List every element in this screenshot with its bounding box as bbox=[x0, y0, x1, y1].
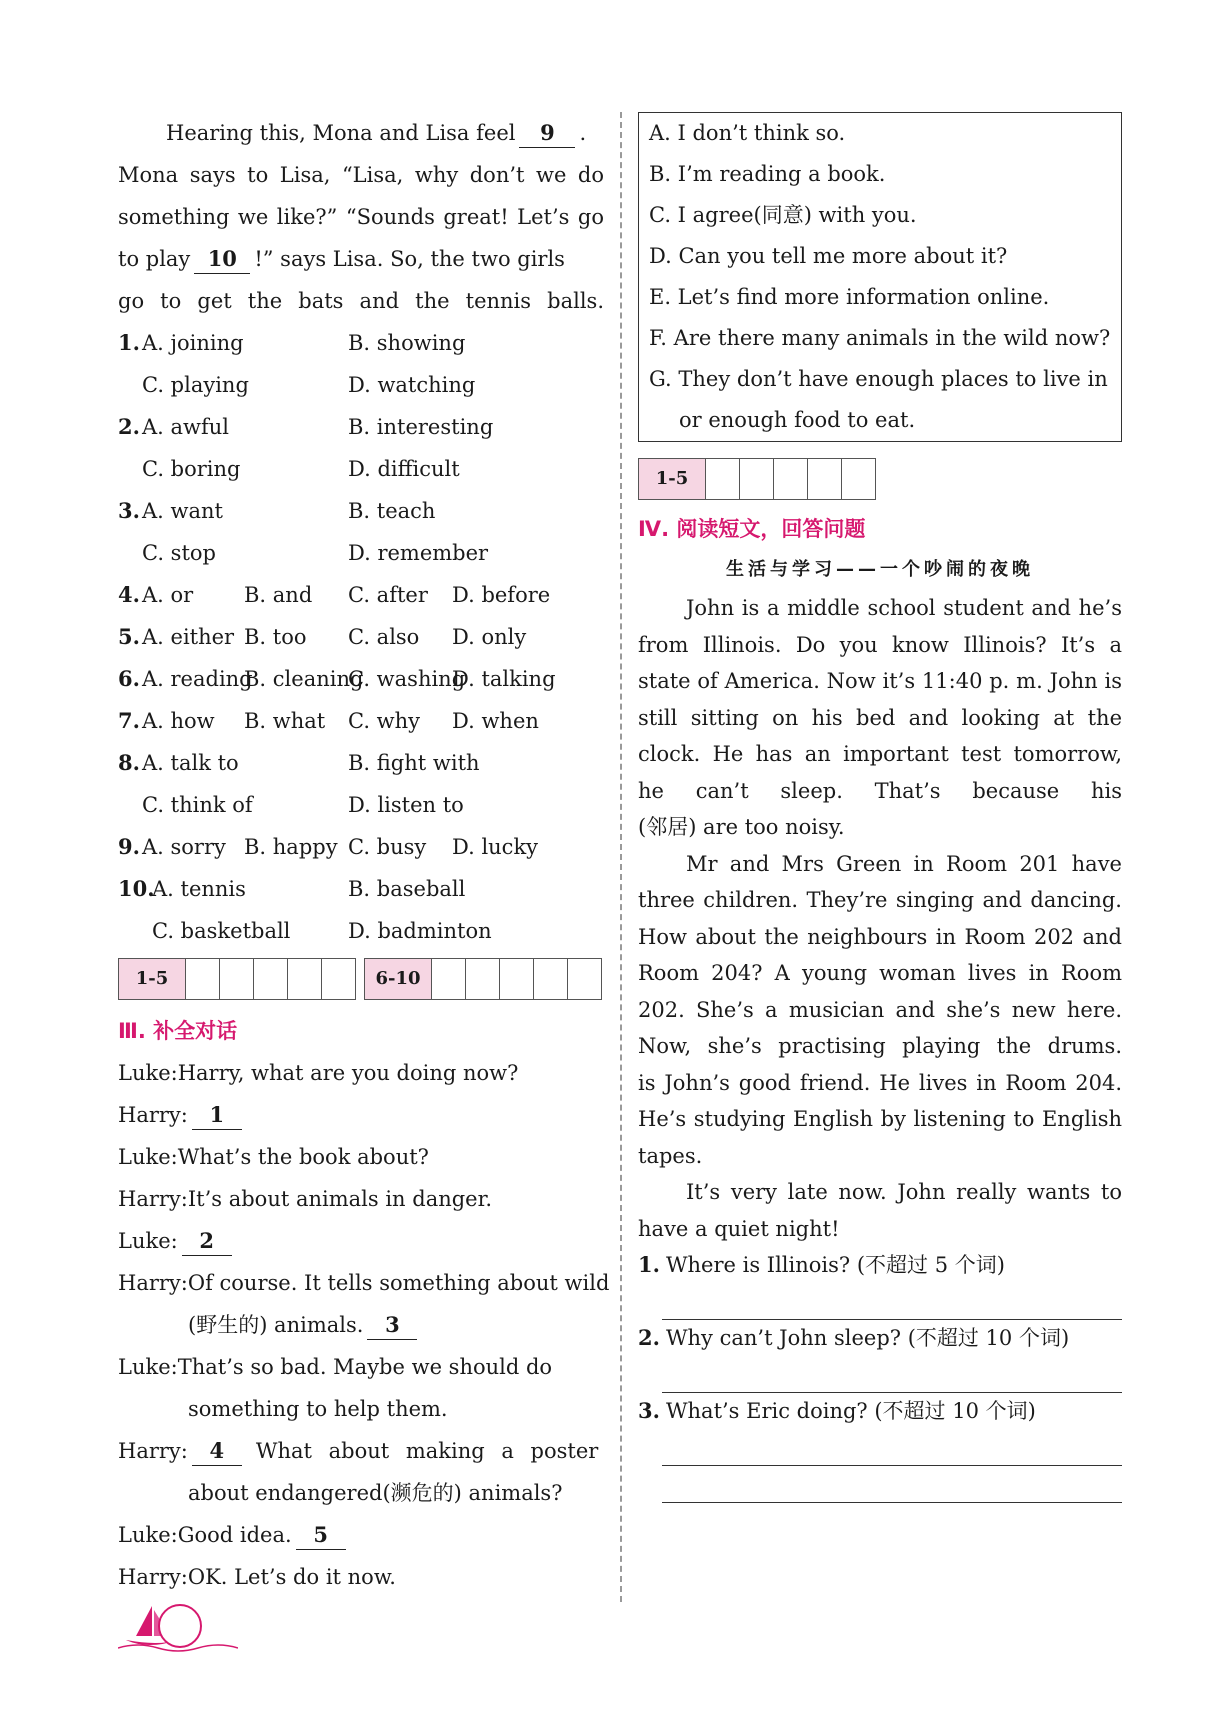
option-b: B. interesting bbox=[348, 415, 494, 439]
question-line bbox=[638, 1393, 1122, 1429]
answer-cell bbox=[466, 959, 500, 999]
answer-blank: 1 bbox=[192, 1101, 242, 1130]
passage-line bbox=[118, 238, 604, 280]
speaker: Luke: bbox=[118, 1061, 178, 1085]
passage-line: three children. They’re singing and dancing. bbox=[638, 888, 1122, 912]
right-column bbox=[638, 112, 1122, 1503]
section-title: Ⅳ. 阅读短文，回答问题 bbox=[638, 517, 866, 541]
answer-cell bbox=[322, 959, 355, 999]
passage-line: John is a middle school student and he’s bbox=[686, 596, 1122, 620]
option-a: A. joining bbox=[142, 331, 244, 355]
passage-line: still sitting on his bed and looking at the bbox=[638, 705, 1122, 730]
passage-line: (邻居) are too noisy. bbox=[638, 815, 845, 839]
answer-cell bbox=[842, 459, 875, 499]
speaker: Luke: bbox=[118, 1145, 178, 1169]
dialogue-text: OK. Let’s do it now. bbox=[187, 1565, 396, 1589]
choice-line: B. I’m reading a book. bbox=[649, 162, 886, 186]
answer-cell bbox=[288, 959, 322, 999]
option-a: A. talk to bbox=[142, 751, 239, 775]
dialogue-line bbox=[118, 1346, 604, 1388]
question-line bbox=[638, 1247, 1122, 1283]
option-a: A. reading bbox=[142, 667, 253, 691]
answer-line bbox=[662, 1283, 1122, 1320]
passage-line: from Illinois. Do you know Illinois? It’s a bbox=[638, 632, 1122, 657]
option-c: C. after bbox=[348, 583, 428, 607]
option-row bbox=[118, 742, 604, 784]
passage-line: Mr and Mrs Green in Room 201 have bbox=[686, 851, 1122, 876]
passage-line bbox=[118, 154, 604, 196]
passage-text: to play bbox=[118, 247, 191, 271]
option-row bbox=[118, 868, 604, 910]
choice-line: or enough food to eat. bbox=[679, 408, 916, 432]
passage-line: clock. He has an important test tomorrow, bbox=[638, 742, 1122, 766]
passage-line: He’s studying English by listening to English bbox=[638, 1107, 1122, 1131]
passage-line: he can’t sleep. That’s because his bbox=[638, 778, 1122, 803]
option-row bbox=[118, 574, 604, 616]
dialogue-text: (野生的) animals. bbox=[188, 1313, 364, 1337]
option-a: A. either bbox=[142, 625, 235, 649]
question-text: Why can’t John sleep? (不超过 10 个词) bbox=[665, 1326, 1070, 1350]
question-line bbox=[638, 1320, 1122, 1356]
option-d: D. only bbox=[452, 625, 527, 649]
passage-line: It’s very late now. John really wants to bbox=[686, 1180, 1122, 1204]
speaker: Harry: bbox=[118, 1187, 188, 1211]
question-number: 10. bbox=[118, 876, 155, 901]
passage-text: !” says Lisa. So, the two girls bbox=[254, 247, 565, 271]
dialogue-line bbox=[118, 1472, 604, 1514]
answer-cell bbox=[740, 459, 774, 499]
answer-table-label: 1-5 bbox=[639, 459, 706, 499]
option-b: B. cleaning bbox=[244, 667, 364, 691]
dialogue-text: Good idea. bbox=[177, 1523, 292, 1547]
dialogue-text: That’s so bad. Maybe we should do bbox=[177, 1355, 553, 1379]
question-number: 4. bbox=[118, 582, 140, 607]
speaker: Luke: bbox=[118, 1355, 178, 1379]
passage-text: Hearing this, Mona and Lisa feel bbox=[166, 121, 516, 145]
option-row bbox=[118, 448, 604, 490]
choice-line: F. Are there many animals in the wild now? bbox=[649, 326, 1111, 350]
question-number: 3. bbox=[118, 498, 140, 523]
passage-line bbox=[118, 280, 604, 322]
answer-cell bbox=[254, 959, 288, 999]
option-row bbox=[118, 490, 604, 532]
option-d: D. talking bbox=[452, 667, 556, 691]
question-number: 5. bbox=[118, 624, 140, 649]
option-c: C. stop bbox=[142, 541, 216, 565]
option-d: D. badminton bbox=[348, 919, 492, 943]
answer-cell bbox=[568, 959, 601, 999]
dialogue-line bbox=[118, 1388, 604, 1430]
option-c: C. why bbox=[348, 709, 421, 733]
dialogue-line bbox=[118, 1178, 604, 1220]
dialogue-text: Of course. It tells something about wild bbox=[187, 1271, 610, 1295]
answer-cell bbox=[500, 959, 534, 999]
answer-blank: 4 bbox=[192, 1437, 242, 1466]
dialogue-text: What’s the book about? bbox=[177, 1145, 429, 1169]
passage-line: is John’s good friend. He lives in Room 204. bbox=[638, 1070, 1122, 1095]
option-row bbox=[118, 406, 604, 448]
option-a: A. sorry bbox=[142, 835, 226, 859]
question-number: 6. bbox=[118, 666, 140, 691]
option-b: B. baseball bbox=[348, 877, 466, 901]
dialogue-text: about endangered(濒危的) animals? bbox=[188, 1481, 563, 1505]
option-d: D. watching bbox=[348, 373, 476, 397]
passage-line bbox=[118, 112, 604, 154]
answer-cell bbox=[808, 459, 842, 499]
answer-table-label: 1-5 bbox=[119, 959, 186, 999]
answer-table bbox=[364, 958, 602, 1000]
dialogue-line bbox=[118, 1514, 604, 1556]
option-row bbox=[118, 700, 604, 742]
dialogue-line bbox=[118, 1430, 604, 1472]
choice-line: A. I don’t think so. bbox=[649, 121, 846, 145]
page-footer bbox=[118, 1600, 518, 1660]
answer-line bbox=[662, 1466, 1122, 1503]
answer-tables bbox=[118, 958, 604, 1000]
passage-line bbox=[118, 196, 604, 238]
answer-table bbox=[118, 958, 356, 1000]
option-d: D. lucky bbox=[452, 835, 539, 859]
answer-cell bbox=[706, 459, 740, 499]
choice-line: D. Can you tell me more about it? bbox=[649, 244, 1008, 268]
question-number: 3. bbox=[638, 1398, 660, 1423]
option-row bbox=[118, 784, 604, 826]
speaker: Luke: bbox=[118, 1229, 178, 1253]
option-c: C. think of bbox=[142, 793, 253, 817]
question-number: 7. bbox=[118, 708, 140, 733]
option-row bbox=[118, 532, 604, 574]
option-c: C. playing bbox=[142, 373, 249, 397]
left-column bbox=[118, 112, 610, 1598]
option-b: B. happy bbox=[244, 835, 338, 859]
choice-line: E. Let’s find more information online. bbox=[649, 285, 1050, 309]
passage-line: state of America. Now it’s 11:40 p. m. John is bbox=[638, 669, 1122, 693]
option-c: C. washing bbox=[348, 667, 466, 691]
answer-blank: 3 bbox=[367, 1311, 417, 1340]
option-b: B. what bbox=[244, 709, 326, 733]
question-number: 2. bbox=[118, 414, 140, 439]
dialogue-line bbox=[118, 1136, 604, 1178]
answer-line bbox=[662, 1429, 1122, 1466]
section-title: Ⅲ. 补全对话 bbox=[118, 1019, 238, 1043]
option-a: A. or bbox=[142, 583, 194, 607]
dialogue-line bbox=[118, 1262, 610, 1304]
choice-line: G. They don’t have enough places to live in bbox=[649, 367, 1108, 391]
question-number: 8. bbox=[118, 750, 140, 775]
answer-cell bbox=[774, 459, 808, 499]
speaker: Harry: bbox=[118, 1271, 188, 1295]
option-c: C. basketball bbox=[152, 919, 291, 943]
option-row bbox=[118, 322, 604, 364]
option-d: D. listen to bbox=[348, 793, 464, 817]
dialogue-line bbox=[118, 1556, 604, 1598]
question-number: 9. bbox=[118, 834, 140, 859]
dialogue-text: Harry, what are you doing now? bbox=[177, 1061, 519, 1085]
answer-cell bbox=[220, 959, 254, 999]
answer-table-label: 6-10 bbox=[365, 959, 432, 999]
option-b: B. too bbox=[244, 625, 307, 649]
option-c: C. boring bbox=[142, 457, 241, 481]
passage-line: Now, she’s practising playing the drums. bbox=[638, 1034, 1122, 1058]
option-b: B. fight with bbox=[348, 751, 480, 775]
answer-cell bbox=[432, 959, 466, 999]
passage-line: tapes. bbox=[638, 1143, 703, 1168]
option-row bbox=[118, 364, 604, 406]
option-c: C. also bbox=[348, 625, 420, 649]
answer-blank: 9 bbox=[519, 119, 575, 148]
answer-cell bbox=[534, 959, 568, 999]
option-row bbox=[118, 910, 604, 952]
passage-line: have a quiet night! bbox=[638, 1216, 840, 1241]
question-number: 1. bbox=[118, 330, 140, 355]
option-d: D. remember bbox=[348, 541, 489, 565]
options-box bbox=[638, 112, 1122, 442]
option-b: B. and bbox=[244, 583, 313, 607]
option-b: B. teach bbox=[348, 499, 436, 523]
question-number: 2. bbox=[638, 1325, 660, 1350]
column-divider bbox=[620, 112, 622, 1602]
option-b: B. showing bbox=[348, 331, 466, 355]
option-row bbox=[118, 658, 604, 700]
speaker: Harry: bbox=[118, 1103, 188, 1127]
option-d: D. when bbox=[452, 709, 539, 733]
page-number bbox=[158, 1604, 202, 1648]
answer-table bbox=[638, 458, 876, 500]
speaker: Harry: bbox=[118, 1565, 188, 1589]
dialogue-line bbox=[118, 1052, 604, 1094]
option-d: D. before bbox=[452, 583, 551, 607]
option-row bbox=[118, 616, 604, 658]
option-row bbox=[118, 826, 604, 868]
speaker: Luke: bbox=[118, 1523, 178, 1547]
question-text: Where is Illinois? (不超过 5 个词) bbox=[665, 1253, 1005, 1277]
passage-line: How about the neighbours in Room 202 and bbox=[638, 924, 1122, 949]
dialogue-line bbox=[118, 1220, 604, 1262]
option-a: A. how bbox=[142, 709, 215, 733]
speaker: Harry: bbox=[118, 1439, 188, 1463]
passage-text: . bbox=[579, 121, 587, 145]
dialogue-line bbox=[118, 1094, 604, 1136]
option-a: A. want bbox=[142, 499, 223, 523]
dialogue-text: What about making a poster bbox=[255, 1439, 599, 1463]
passage-subtitle: 生活与学习——一个吵闹的夜晚 bbox=[726, 559, 1034, 580]
choice-line: C. I agree(同意) with you. bbox=[649, 203, 917, 227]
question-text: What’s Eric doing? (不超过 10 个词) bbox=[665, 1399, 1036, 1423]
dialogue-text: something to help them. bbox=[188, 1397, 448, 1421]
option-d: D. difficult bbox=[348, 457, 460, 481]
passage-line: Room 204? A young woman lives in Room bbox=[638, 961, 1122, 985]
option-c: C. busy bbox=[348, 835, 427, 859]
question-number: 1. bbox=[638, 1252, 660, 1277]
option-a: A. tennis bbox=[152, 877, 246, 901]
passage-text: go to get the bats and the tennis balls. bbox=[118, 289, 604, 313]
passage-text: something we like?” “Sounds great! Let’s go bbox=[118, 205, 604, 229]
option-a: A. awful bbox=[142, 415, 230, 439]
passage-text: Mona says to Lisa, “Lisa, why don’t we do bbox=[118, 163, 604, 187]
answer-line bbox=[662, 1356, 1122, 1393]
answer-blank: 5 bbox=[296, 1521, 346, 1550]
answer-blank: 10 bbox=[194, 245, 250, 274]
answer-cell bbox=[186, 959, 220, 999]
dialogue-line bbox=[118, 1304, 604, 1346]
dialogue-text: It’s about animals in danger. bbox=[187, 1187, 493, 1211]
passage-line: 202. She’s a musician and she’s new here. bbox=[638, 997, 1122, 1022]
answer-blank: 2 bbox=[182, 1227, 232, 1256]
